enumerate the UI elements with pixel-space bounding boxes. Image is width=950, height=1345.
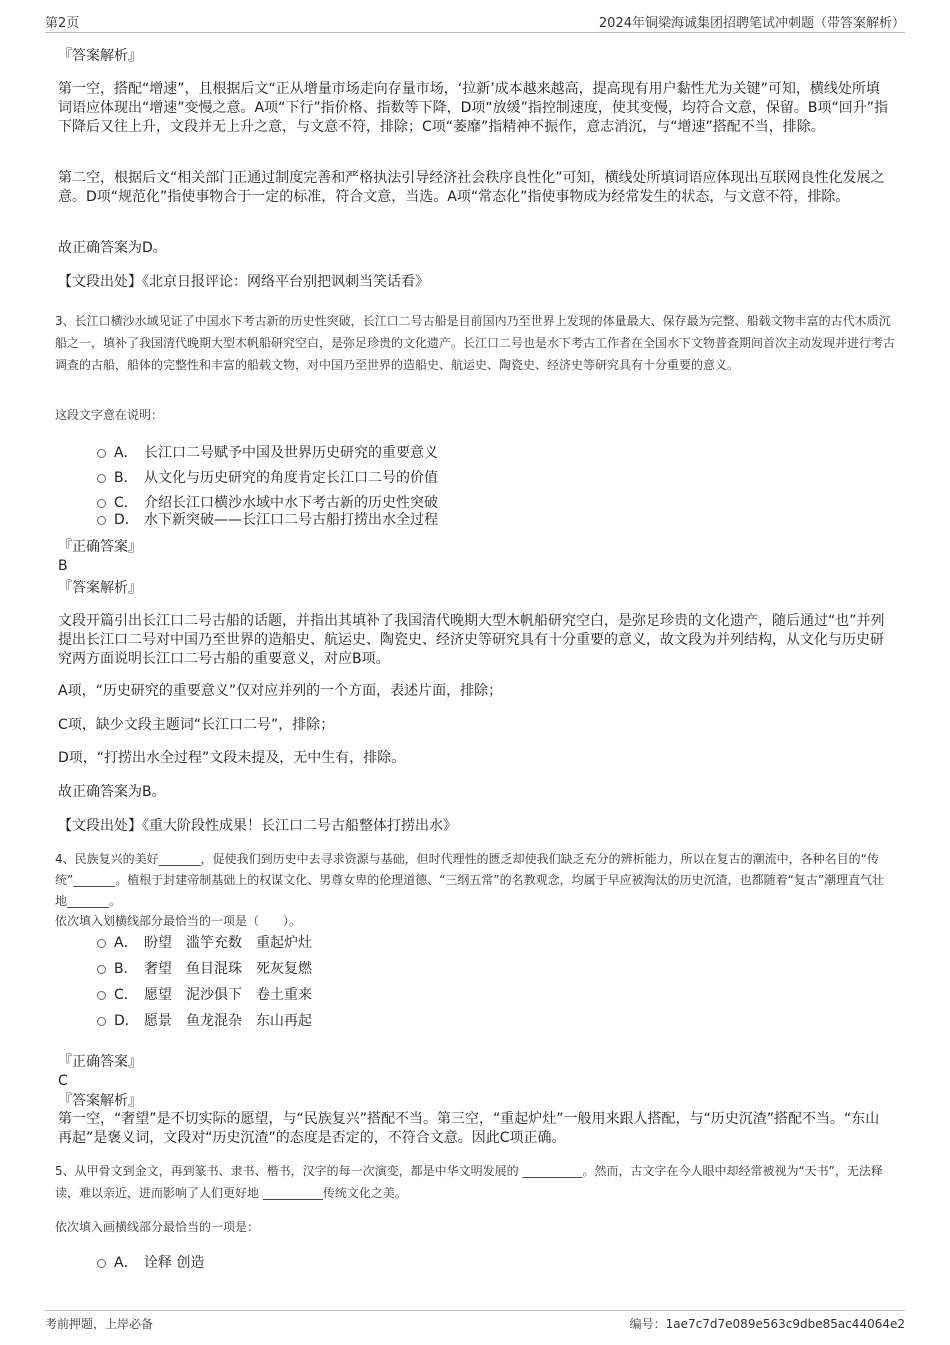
- q5-prompt: 依次填入画横线部分最恰当的一项是：: [55, 1220, 260, 1234]
- q3-option-b[interactable]: B． 从文化与历史研究的角度肯定长江口二号的价值: [97, 469, 438, 487]
- page-number: 第2页: [45, 16, 80, 31]
- q3-option-c[interactable]: C． 介绍长江口横沙水域中水下考古新的历史性突破: [97, 494, 438, 512]
- page-header: [45, 12, 905, 32]
- q4-option-a[interactable]: A． 盼望 滥竽充数 重起炉灶: [97, 934, 312, 952]
- q2-analysis-para2: 第二空，根据后文“相关部门正通过制度完善和严格执法引导经济社会秩序良性化”可知，横线处所填词语应体现出互联网良性化发展之意。D项“规范化”指使事物合于一定的标准，符合文意，当选。A项“常态化”指使事物成为经常发生的状态，与文意不符，排除。: [58, 170, 885, 205]
- q3-prompt: 这段文字意在说明：: [55, 408, 164, 422]
- document-title: 2024年铜梁海诚集团招聘笔试冲刺题（带答案解析）: [598, 16, 905, 31]
- q2-conclusion: 故正确答案为D。: [58, 240, 167, 256]
- q4-correct-label: 『正确答案』: [58, 1054, 142, 1070]
- q2-analysis-para1: 第一空，搭配“增速”，且根据后文“正从增量市场走向存量市场，‘拉新’成本越来越高，提高现有用户黏性尤为关键”可知，横线处所填词语应体现出“增速”变慢之意。A项“下行”指价格、指数等下降，D项“放缓”指控制速度，使其变慢，均符合文意，保留。B项“回升”指下降后又往上升，文段并无上升之意，与文意不符，排除；C项“萎靡”指精神不振作，意志消沉，与“增速”搭配不当，排除。: [58, 81, 888, 135]
- q2-analysis-label: 『答案解析』: [58, 48, 142, 64]
- radio-button[interactable]: [97, 991, 106, 1000]
- q4-prompt: 依次填入划横线部分最恰当的一项是（ ）。: [55, 914, 302, 928]
- q5-option-a[interactable]: A． 诠释 创造: [97, 1254, 204, 1272]
- radio-button[interactable]: [97, 939, 106, 948]
- header-divider: [45, 32, 905, 33]
- radio-button[interactable]: [97, 1259, 106, 1268]
- q4-stem: 4、民族复兴的美好_______，促使我们到历史中去寻求资源与基础，但时代理性的匮乏却使我们缺乏充分的辨析能力，所以在复古的潮流中，各种名目的“传统”_______。植根于封建帝制基础上的权谋文化、男尊女卑的伦理道德、“三纲五常”的名教观念，均属于早应被淘汰的历史沉渣，也都随着“复古”潮理直气壮地_______。: [55, 852, 885, 908]
- q4-option-d[interactable]: D． 愿景 鱼龙混杂 东山再起: [97, 1012, 312, 1030]
- radio-button[interactable]: [97, 516, 106, 525]
- q3-d-note: D项，“打捞出水全过程”文段未提及，无中生有，排除。: [58, 750, 406, 766]
- q4-analysis: 第一空，“奢望”是不切实际的愿望，与“民族复兴”搭配不当。第三空，“重起炉灶”一般用来跟人搭配，与“历史沉渣”搭配不当。“东山再起”是褒义词，文段对“历史沉渣”的态度是否定的，不符合文意。因此C项正确。: [58, 1111, 880, 1146]
- q3-option-d[interactable]: D． 水下新突破——长江口二号古船打捞出水全过程: [97, 511, 438, 529]
- footer-slogan: 考前押题，上岸必备: [45, 1317, 154, 1331]
- radio-button[interactable]: [97, 1017, 106, 1026]
- radio-button[interactable]: [97, 474, 106, 483]
- q4-correct-answer: C: [58, 1073, 68, 1089]
- q3-analysis-label: 『答案解析』: [58, 580, 142, 596]
- q3-conclusion: 故正确答案为B。: [58, 784, 166, 800]
- q3-correct-label: 『正确答案』: [58, 539, 142, 555]
- q3-correct-answer: B: [58, 558, 68, 574]
- q4-analysis-label: 『答案解析』: [58, 1093, 142, 1109]
- footer-divider: [45, 1310, 905, 1311]
- q3-stem: 3、长江口横沙水域见证了中国水下考古新的历史性突破，长江口二号古船是目前国内乃至世界上发现的体量最大、保存最为完整、船载文物丰富的古代木质沉船之一，填补了我国清代晚期大型木帆船研究空白，是弥足珍贵的文化遗产。长江口二号也是水下考古工作者在全国水下文物普查期间首次主动发现并进行考古调查的古船，船体的完整性和丰富的船载文物，对中国乃至世界的造船史、航运史、陶瓷史、经济史等研究具有十分重要的意义。: [55, 314, 896, 372]
- document-id: 编号：1ae7c7d7e089e563c9dbe85ac44064e2: [629, 1317, 905, 1331]
- q4-option-c[interactable]: C． 愿望 泥沙俱下 卷土重来: [97, 986, 312, 1004]
- radio-button[interactable]: [97, 499, 106, 508]
- q3-c-note: C项，缺少文段主题词“长江口二号”，排除；: [58, 717, 335, 733]
- q3-a-note: A项，“历史研究的重要意义”仅对应并列的一个方面，表述片面，排除；: [58, 683, 503, 699]
- q4-option-b[interactable]: B． 奢望 鱼目混珠 死灰复燃: [97, 960, 312, 978]
- q3-analysis: 文段开篇引出长江口二号古船的话题，并指出其填补了我国清代晚期大型木帆船研究空白，是弥足珍贵的文化遗产，随后通过“也”并列提出长江口二号对中国乃至世界的造船史、航运史、陶瓷史、经济史等研究具有十分重要的意义，故文段为并列结构，从文化与历史研究两方面说明长江口二号古船的重要意义，对应B项。: [58, 613, 885, 667]
- radio-button[interactable]: [97, 449, 106, 458]
- q3-source: 【文段出处】《重大阶段性成果！长江口二号古船整体打捞出水》: [58, 818, 457, 834]
- q5-stem: 5、从甲骨文到金文，再到篆书、隶书、楷书，汉字的每一次演变，都是中华文明发展的 __________。然而，古文字在今人眼中却经常被视为“天书”，无法释读，难以亲近，进而影响了人们更好地 __________传统文化之美。: [55, 1164, 883, 1200]
- q2-source: 【文段出处】《北京日报评论：网络平台别把讽刺当笑话看》: [58, 274, 429, 290]
- q3-option-a[interactable]: A． 长江口二号赋予中国及世界历史研究的重要意义: [97, 444, 438, 462]
- radio-button[interactable]: [97, 965, 106, 974]
